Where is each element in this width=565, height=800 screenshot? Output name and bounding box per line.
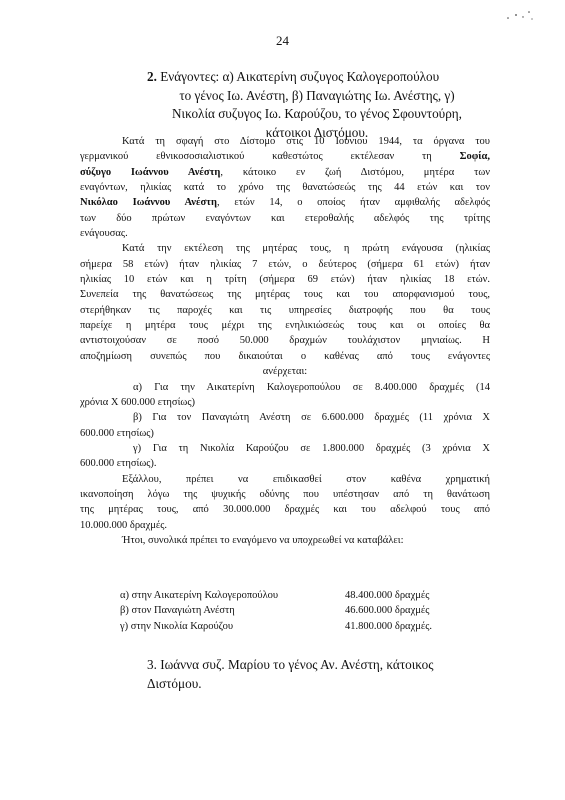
page-number: 24 xyxy=(276,33,289,48)
section-3-heading xyxy=(147,656,487,693)
text-line: σήμερα 58 ετών) ήταν ηλικίας 7 ετών, ο δεύτερος (σήμερα 61 ετών) ήταν xyxy=(80,258,490,270)
claim-item-a: α) Για την Αικατερίνη Καλογεροπούλου σε 8.400.000 δραχμές (14 xyxy=(133,381,490,393)
heading-text: Ενάγοντες: α) Αικατερίνη συζυγος Καλογεροπούλου xyxy=(160,69,440,84)
text-line: αντιστοιχούσαν σε ποσό 50.000 δραχμών τουλάχιστον μηνιαίως. Η xyxy=(80,335,490,347)
plaintiffs-heading xyxy=(147,68,487,142)
heading-line: κάτοικοι Διστόμου. xyxy=(265,124,369,140)
totals-list xyxy=(80,588,490,634)
claim-item-b-cont: 600.000 ετησίως) xyxy=(80,427,154,439)
totals-name: β) στον Παναγιώτη Ανέστη xyxy=(120,605,235,617)
text-line: ικανοποίηση λόγω της ψυχικής οδύνης που υπέστησαν από τη θανάτωση xyxy=(80,488,490,500)
text-run: , ετών 14, ο οποίος ήταν αμφιθαλής αδελφός xyxy=(216,197,490,209)
heading-line xyxy=(147,68,487,87)
totals-amount: 48.400.000 δραχμές xyxy=(345,590,430,601)
bold-name: Σοφία, xyxy=(459,151,491,163)
scan-specks xyxy=(505,8,535,22)
bold-name: Νικόλαο Ιωάννου Ανέστη xyxy=(80,197,217,209)
totals-name: γ) στην Νικολία Καρούζου xyxy=(120,620,234,632)
totals-row xyxy=(80,619,490,634)
totals-row xyxy=(80,588,490,603)
text-line: ανέρχεται: xyxy=(262,366,308,378)
heading-line: Διστόμου. xyxy=(147,675,202,691)
heading-line: 3. Ιωάννα συζ. Μαρίου το γένος Αν. Ανέστη, κάτοικος xyxy=(147,657,434,672)
text-line: ενάγουσας. xyxy=(80,228,128,240)
text-line xyxy=(80,165,490,180)
text-line: Κατά την εκτέλεση της μητέρας τους, η πρώτη ενάγουσα (ηλικίας xyxy=(122,243,490,255)
totals-row xyxy=(80,603,490,618)
heading-line: το γένος Ιω. Ανέστη, β) Παναγιώτης Ιω. Ανέστης, γ) xyxy=(179,87,455,103)
text-line: Εξάλλου, πρέπει να επιδικασθεί στον καθένα χρηματική xyxy=(122,473,490,485)
heading-line: Νικολία συζυγος Ιω. Καρούζου, το γένος Σφουντούρη, xyxy=(172,106,462,121)
text-line: των δύο πρώτων εναγόντων και ετεροθαλής αδελφός της τρίτης xyxy=(80,212,490,224)
text-line: παρείχε η μητέρα τους μέχρι της ενηλικιώσεώς τους και οι οποίες θα xyxy=(80,320,490,332)
text-line: ηλικίας 10 ετών και η τρίτη (σήμερα 69 ετών) ήταν ηλικίας 18 ετών. xyxy=(80,274,490,286)
claim-item-a-cont: χρόνια Χ 600.000 ετησίως) xyxy=(80,396,195,408)
text-line: αποζημίωση συνεπώς που δικαιούται ο καθένας από τους ενάγοντες xyxy=(80,350,490,362)
text-run: γερμανικού εθνικοσοσιαλιστικού καθεστώτος εκτέλεσαν τη xyxy=(80,151,432,163)
totals-amount: 41.800.000 δραχμές. xyxy=(345,620,433,632)
text-line xyxy=(80,195,490,210)
heading-number: 2. xyxy=(147,69,161,84)
text-line: 10.000.000 δραχμές. xyxy=(80,519,168,531)
text-line: Συνεπεία της θανατώσεως της μητέρας τους και του απορφανισμού τους, xyxy=(80,289,490,301)
document-body xyxy=(80,134,490,548)
text-line: της μητέρας τους, από 30.000.000 δραχμές και του αδελφού τους από xyxy=(80,504,490,516)
claim-item-c: γ) Για τη Νικολία Καρούζου σε 1.800.000 δραχμές (3 χρόνια Χ xyxy=(133,442,490,454)
text-line: Ήτοι, συνολικά πρέπει το εναγόμενο να υποχρεωθεί να καταβάλει: xyxy=(122,534,404,546)
text-line: στερήθηκαν τις παροχές και τις υπηρεσίες διατροφής που θα τους xyxy=(80,304,490,316)
text-run: , κάτοικο εν ζωή Διστόμου, μητέρα των xyxy=(220,166,491,178)
claim-item-b: β) Για τον Παναγιώτη Ανέστη σε 6.600.000 δραχμές (11 χρόνια Χ xyxy=(133,412,490,424)
totals-amount: 46.600.000 δραχμές xyxy=(345,605,430,617)
text-line: εναγόντων, ηλικίας κατά το χρόνο της θανατώσεώς της 44 ετών και τον xyxy=(80,182,490,194)
bold-name: σύζυγο Ιωάννου Ανέστη xyxy=(80,166,221,178)
claim-item-c-cont: 600.000 ετησίως). xyxy=(80,458,157,470)
text-line: Κατά τη σφαγή στο Δίστομο στις 10 Ιουνιου 1944, τα όργανα του xyxy=(122,136,490,147)
totals-name: α) στην Αικατερίνη Καλογεροπούλου xyxy=(120,590,279,601)
text-line xyxy=(80,149,490,164)
